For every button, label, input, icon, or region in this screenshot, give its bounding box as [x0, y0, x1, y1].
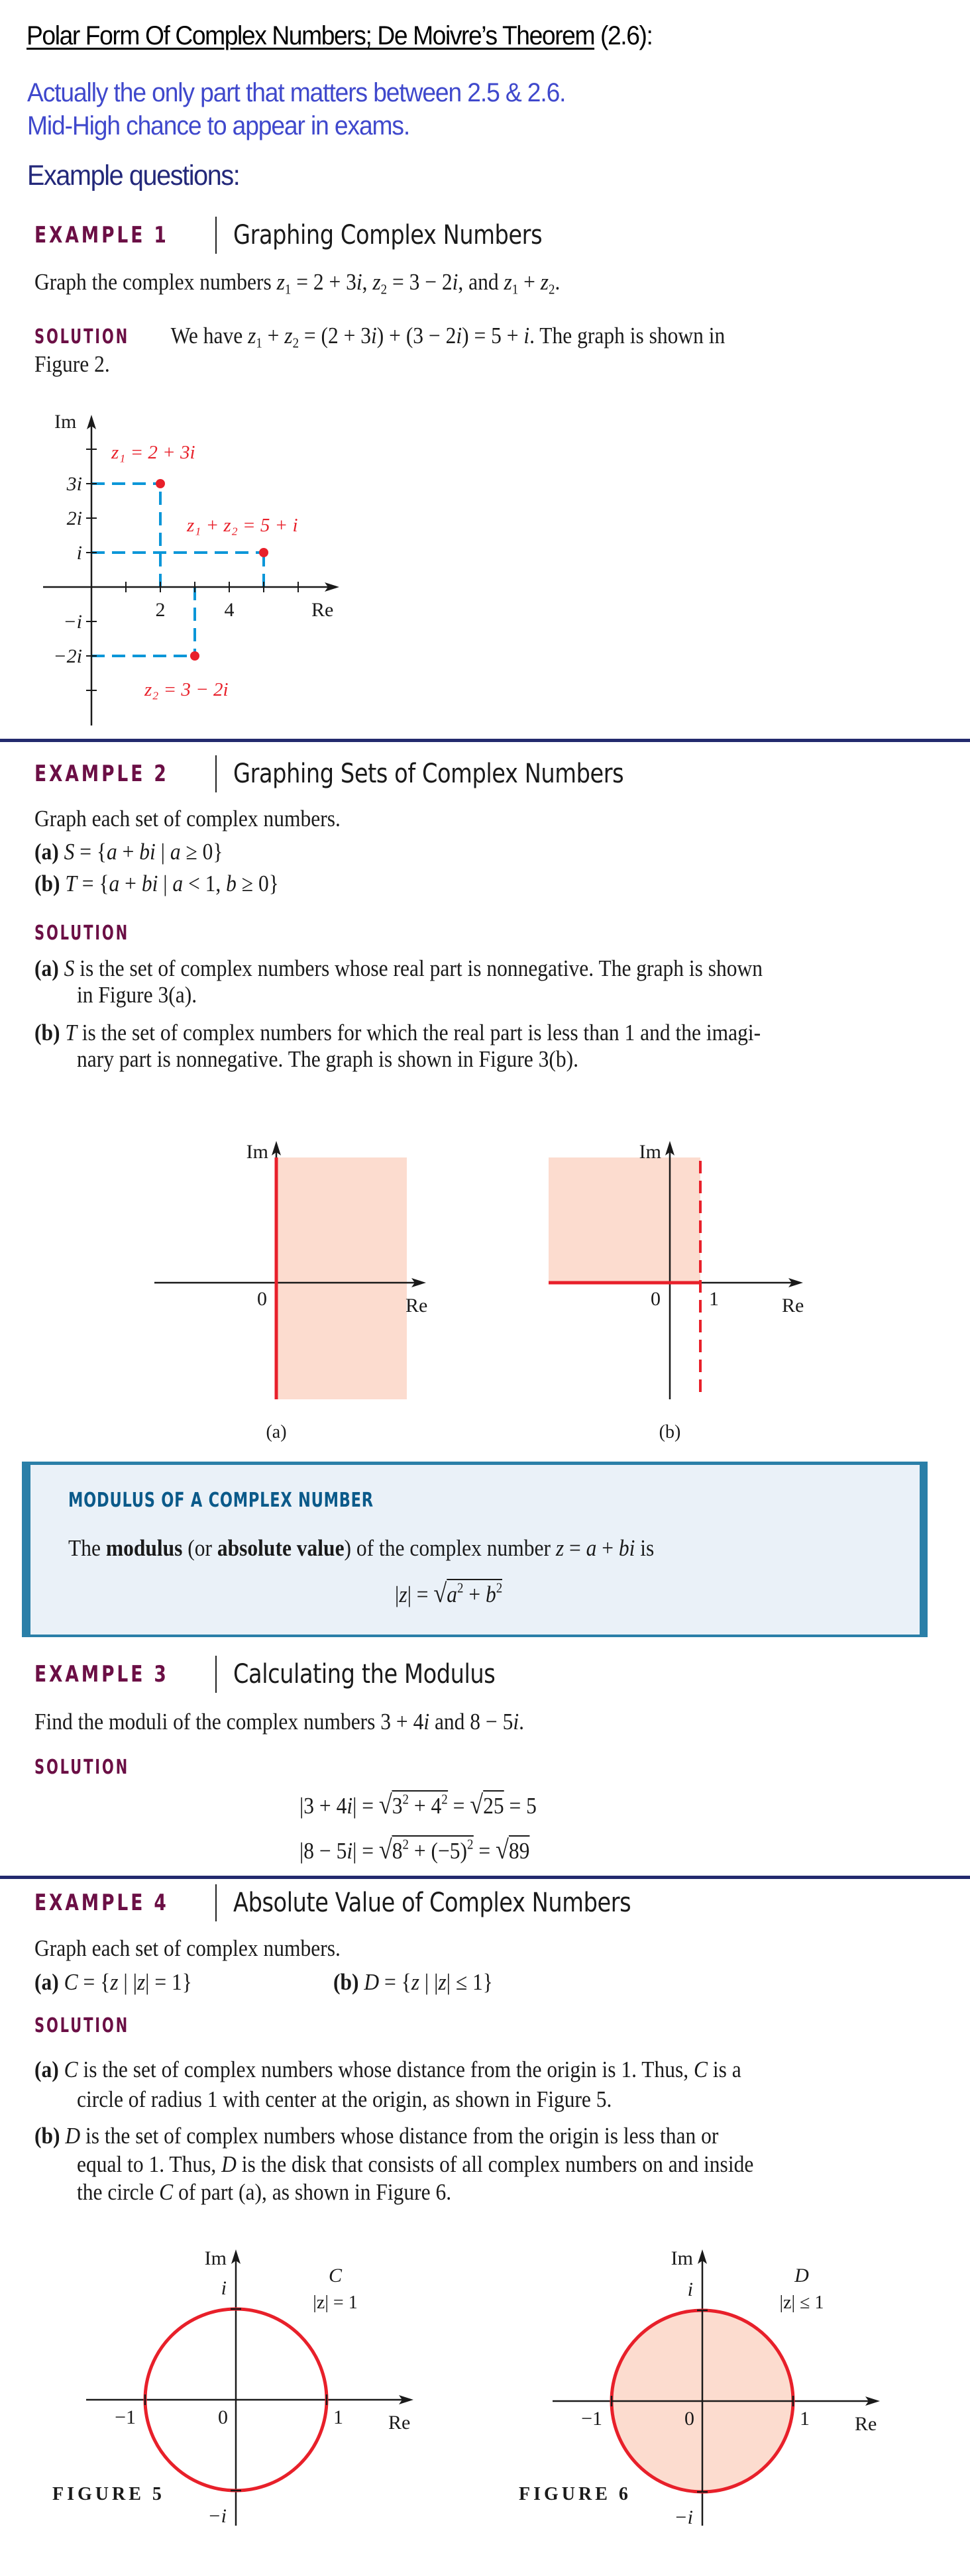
imaginary-axis-label: Im [54, 411, 77, 433]
text-segment: √ [378, 1835, 392, 1864]
figure-caption: FIGURE 5 [52, 2484, 165, 2504]
x-tick-label: 2 [155, 599, 166, 621]
text-segment: 1 [284, 281, 292, 297]
set-name-label: D [794, 2265, 809, 2286]
text-segment: z [248, 323, 256, 349]
text-segment: = 3 − 2 [387, 269, 453, 295]
text-segment: + 4 [408, 1793, 442, 1819]
text-segment: , [362, 269, 373, 295]
text-segment: = [447, 1793, 470, 1819]
example-2-solution-a-line-1 [34, 955, 763, 982]
modulus-definition-box [22, 1462, 928, 1637]
text-segment: is a [708, 2057, 741, 2082]
text-segment: z [555, 1535, 565, 1561]
text-segment: is the set of complex numbers whose distance from the origin is 1. Thus, [78, 2057, 694, 2082]
example-2-solution-b-line-1 [34, 1020, 761, 1046]
header-divider [215, 217, 217, 254]
text-segment: D [65, 2123, 81, 2149]
figure-caption: (a) [266, 1422, 287, 1442]
text-segment: z [372, 269, 381, 295]
text-segment: a [109, 871, 120, 896]
text-segment: (b) [34, 1020, 66, 1046]
imaginary-axis-label: Im [246, 1141, 268, 1163]
example-1-question [34, 269, 560, 297]
page-title-section: (2.6): [594, 21, 653, 50]
text-segment: (a) [34, 1969, 64, 1995]
example-3-equation-2 [299, 1834, 529, 1865]
example-3-label: EXAMPLE 3 [34, 1661, 169, 1688]
figure-caption: FIGURE 6 [519, 2484, 631, 2504]
origin-label: 0 [651, 1288, 661, 1310]
text-segment: . [519, 1709, 524, 1735]
example-4-title: Absolute Value of Complex Numbers [233, 1888, 631, 1918]
example-1-solution [34, 323, 725, 351]
x-tick-label: 4 [224, 599, 235, 621]
text-segment: i [423, 1709, 430, 1735]
real-axis-label: Re [855, 2413, 877, 2435]
text-segment: 2 [402, 1791, 409, 1807]
text-segment: absolute value [217, 1535, 345, 1561]
example-3-header [34, 1654, 496, 1694]
figure-caption: (b) [659, 1422, 681, 1442]
text-segment: = { [78, 1969, 111, 1995]
text-segment: i [347, 1838, 353, 1864]
text-segment: i [513, 1709, 519, 1735]
text-segment: 3 [392, 1793, 403, 1819]
origin-label: 0 [218, 2406, 228, 2428]
text-segment: circle of radius 1 with center at the origin, as shown in Figure 5. [77, 2086, 612, 2112]
text-segment: z [438, 1969, 447, 1995]
text-segment: 89 [508, 1838, 530, 1864]
text-segment: i [356, 269, 362, 295]
tick-label: 1 [709, 1288, 719, 1310]
tick-label-i: i [221, 2277, 227, 2299]
text-segment: (b) [34, 871, 66, 896]
note-line-2: Mid-High chance to appear in exams. [27, 111, 410, 140]
text-segment: 2 [496, 1580, 503, 1596]
text-segment: √ [495, 1835, 509, 1864]
text-segment: ≥ 0} [236, 871, 279, 896]
section-divider [0, 739, 970, 742]
text-segment: (a) [34, 2057, 64, 2082]
text-segment: (or [182, 1535, 217, 1561]
text-segment: S [64, 839, 75, 865]
text-segment: D [221, 2151, 237, 2177]
example-3-solution-label [34, 1753, 156, 1780]
figure-3b-graph [485, 1113, 970, 1458]
text-segment: |3 + 4 [299, 1793, 347, 1819]
text-segment: modulus [105, 1535, 183, 1561]
text-segment: is the set of complex numbers for which the real part is less than 1 and the imagi- [76, 1020, 761, 1046]
solution-label: SOLUTION [34, 2014, 130, 2037]
text-segment: C [159, 2179, 174, 2205]
tick-label-neg-one: −1 [115, 2406, 136, 2428]
text-segment: 1 [256, 335, 262, 351]
text-segment: + [596, 1535, 619, 1561]
example-4-solution-a-line-2 [77, 2086, 612, 2113]
example-2-solution-a-line-2 [77, 982, 197, 1008]
example-4-solution-b-line-2 [77, 2151, 753, 2178]
text-segment: C [64, 1969, 78, 1995]
text-segment: a [172, 871, 184, 896]
example-4-part-a [34, 1969, 192, 1996]
text-segment: √ [433, 1578, 447, 1608]
text-segment: Graph the complex numbers [34, 269, 277, 295]
example-1-solution-line-2 [34, 351, 110, 378]
text-segment: b [226, 871, 237, 896]
text-segment: | = 1} [145, 1969, 192, 1995]
tick-label-one: 1 [333, 2406, 343, 2428]
solution-label: SOLUTION [34, 1756, 130, 1779]
text-segment: a [586, 1535, 597, 1561]
imaginary-axis-label: Im [639, 1141, 661, 1163]
text-segment: is the set of complex numbers whose real part is nonnegative. The graph is shown [74, 955, 763, 981]
example-4-intro [34, 1935, 341, 1962]
text-segment: | [155, 839, 170, 865]
imaginary-axis-label: Im [671, 2247, 693, 2269]
text-segment: 2 [402, 1836, 409, 1852]
text-segment: i [347, 1793, 353, 1819]
text-segment: bi [141, 871, 158, 896]
example-4-solution-label [34, 2012, 156, 2038]
example-2-header [34, 754, 624, 794]
real-axis-label: Re [782, 1295, 804, 1316]
text-segment: + [117, 839, 140, 865]
figure-6-graph [485, 2226, 970, 2576]
figure-5-graph [0, 2226, 485, 2576]
real-axis-label: Re [388, 2412, 411, 2434]
text-segment: b [486, 1582, 496, 1607]
text-segment: √ [470, 1790, 484, 1819]
example-3-equation-1 [299, 1789, 537, 1820]
text-segment: C [694, 2057, 708, 2082]
text-segment: . [555, 269, 561, 295]
text-segment: bi [618, 1535, 635, 1561]
example-4-solution-a-line-1 [34, 2057, 741, 2083]
text-segment: + [518, 269, 541, 295]
set-condition-label: |z| ≤ 1 [779, 2292, 824, 2313]
text-segment: 2 [441, 1791, 448, 1807]
text-segment: | | [419, 1969, 439, 1995]
example-2-intro [34, 806, 341, 832]
origin-label: 0 [257, 1288, 267, 1310]
tick-label-neg-i: −i [207, 2505, 227, 2527]
y-tick-label: −2i [53, 645, 82, 667]
text-segment: z [276, 269, 285, 295]
radicand [483, 1790, 504, 1819]
tick-label-neg-one: −1 [581, 2408, 602, 2430]
text-segment: is [635, 1535, 655, 1561]
set-condition-label: |z| = 1 [313, 2292, 358, 2313]
text-segment: ) + (3 − 2 [376, 323, 457, 349]
text-segment: < 1, [183, 871, 227, 896]
data-point [190, 651, 199, 661]
text-segment: | = [352, 1838, 379, 1864]
text-segment: 25 [483, 1793, 504, 1819]
example-1-label: EXAMPLE 1 [34, 222, 169, 248]
y-tick-label: 2i [66, 508, 82, 529]
text-segment: Figure 2. [34, 351, 110, 377]
text-segment: |8 − 5 [299, 1838, 347, 1864]
example-4-solution-b-line-3 [77, 2179, 451, 2206]
origin-label: 0 [684, 2408, 694, 2430]
text-segment: = [473, 1838, 496, 1864]
shaded-region [276, 1157, 407, 1399]
text-segment: √ [378, 1790, 392, 1819]
figure-3a-graph [0, 1113, 485, 1458]
example-2-part-a [34, 839, 223, 865]
tick-label-i: i [687, 2279, 693, 2300]
tick-label-neg-i: −i [674, 2506, 693, 2528]
text-segment: of part (a), as shown in Figure 6. [173, 2179, 452, 2205]
example-2-part-b [34, 871, 279, 897]
example-1-title: Graphing Complex Numbers [233, 220, 543, 250]
imaginary-axis-label: Im [204, 2247, 227, 2269]
example-4-solution-b-line-1 [34, 2123, 718, 2149]
text-segment: 2 [467, 1836, 474, 1852]
text-segment: 2 [380, 281, 388, 297]
modulus-box-title: MODULUS OF A COMPLEX NUMBER [68, 1489, 374, 1512]
header-divider [215, 1656, 217, 1693]
note-line-1: Actually the only part that matters between 2.5 & 2.6. [27, 78, 566, 107]
solution-label: SOLUTION [34, 922, 130, 945]
text-segment: 2 [292, 335, 299, 351]
text-segment: a [447, 1582, 458, 1607]
figure-2-graph [0, 384, 398, 735]
text-segment: a [170, 839, 181, 865]
text-segment: = { [76, 871, 109, 896]
text-segment: z [284, 323, 293, 349]
text-segment: Graph each set of complex numbers. [34, 806, 341, 832]
text-segment: (b) [333, 1969, 364, 1995]
text-segment: i [371, 323, 377, 349]
text-segment: ≥ 0} [180, 839, 223, 865]
header-divider [215, 755, 217, 792]
text-segment: (a) [34, 955, 64, 981]
modulus-formula [395, 1578, 502, 1609]
radicand [509, 1835, 530, 1864]
text-segment: and 8 − 5 [429, 1709, 513, 1735]
data-point [156, 479, 165, 488]
example-4-part-b [333, 1969, 493, 1996]
example-3-question [34, 1709, 524, 1735]
y-tick-label: 3i [66, 473, 82, 495]
example-2-title: Graphing Sets of Complex Numbers [233, 759, 624, 789]
text-segment: Graph each set of complex numbers. [34, 1935, 341, 1961]
text-segment: i [452, 269, 458, 295]
example-4-header [34, 1883, 631, 1923]
text-segment: T [65, 871, 77, 896]
text-segment: , and [458, 269, 504, 295]
solution-text [171, 323, 726, 349]
text-segment: i [456, 323, 462, 349]
text-segment: The [68, 1535, 106, 1561]
point-label: z₁ + z₂ = 5 + i [187, 515, 298, 536]
radicand [392, 1835, 474, 1864]
examples-heading: Example questions: [27, 160, 240, 191]
text-segment: (b) [34, 2123, 66, 2149]
text-segment: S [64, 955, 75, 981]
shaded-region [549, 1157, 700, 1283]
set-name-label: C [328, 2265, 343, 2286]
text-segment: + [262, 323, 285, 349]
text-segment: . The graph is shown in [529, 323, 726, 349]
text-segment: + [463, 1582, 486, 1607]
text-segment: We have [170, 323, 248, 349]
example-3-title: Calculating the Modulus [233, 1659, 496, 1690]
real-axis-label: Re [311, 599, 334, 621]
radicand [392, 1790, 448, 1819]
text-segment: bi [139, 839, 156, 865]
data-point [259, 548, 268, 557]
radicand [447, 1579, 502, 1607]
example-2-label: EXAMPLE 2 [34, 761, 169, 787]
text-segment: | | [118, 1969, 137, 1995]
section-divider [0, 1876, 970, 1879]
text-segment: z [110, 1969, 119, 1995]
text-segment: the circle [77, 2179, 160, 2205]
modulus-definition-text [68, 1535, 654, 1562]
example-1-header [34, 215, 543, 255]
y-tick-label: i [76, 542, 82, 564]
text-segment: = 5 [504, 1793, 537, 1819]
text-segment: in Figure 3(a). [77, 982, 197, 1008]
text-segment: + (−5) [408, 1838, 468, 1864]
point-label: z₁ = 2 + 3i [111, 442, 195, 463]
text-segment: z [411, 1969, 420, 1995]
text-segment: = [564, 1535, 586, 1561]
text-segment: ) of the complex number [344, 1535, 556, 1561]
text-segment: is the disk that consists of all complex numbers on and inside [236, 2151, 754, 2177]
text-segment: + [119, 871, 142, 896]
text-segment: 2 [457, 1580, 464, 1596]
text-segment: is the set of complex numbers whose distance from the origin is less than or [80, 2123, 719, 2149]
header-divider [215, 1884, 217, 1921]
example-2-solution-label [34, 919, 156, 945]
page-title-main: Polar Form Of Complex Numbers; De Moivre’s Theorem [27, 21, 595, 50]
text-segment: = { [74, 839, 107, 865]
text-segment: equal to 1. Thus, [77, 2151, 222, 2177]
text-segment: T [65, 1020, 77, 1046]
y-tick-label: −i [63, 611, 82, 633]
text-segment: z [136, 1969, 146, 1995]
text-segment: ) = 5 + [462, 323, 524, 349]
real-axis-label: Re [405, 1295, 428, 1316]
example-4-label: EXAMPLE 4 [34, 1890, 169, 1916]
text-segment: | = [407, 1582, 434, 1607]
text-segment: | = [352, 1793, 379, 1819]
text-segment: C [64, 2057, 78, 2082]
text-segment: = 2 + 3 [291, 269, 356, 295]
text-segment: 2 [549, 281, 555, 297]
text-segment: Find the moduli of the complex numbers 3 + 4 [34, 1709, 424, 1735]
point-label: z₂ = 3 − 2i [144, 679, 229, 700]
text-segment: z [540, 269, 549, 295]
example-2-solution-b-line-2 [77, 1046, 578, 1073]
text-segment: nary part is nonnegative. The graph is shown in Figure 3(b). [77, 1046, 579, 1072]
text-segment: 1 [512, 281, 519, 297]
text-segment: z [399, 1582, 407, 1607]
text-segment: (a) [34, 839, 64, 865]
text-segment: z [504, 269, 512, 295]
text-segment: | [395, 1582, 400, 1607]
page-title [27, 21, 652, 51]
text-segment: | ≤ 1} [446, 1969, 493, 1995]
solution-label: SOLUTION [34, 325, 130, 349]
text-segment: = (2 + 3 [299, 323, 372, 349]
text-segment: a [106, 839, 117, 865]
text-segment: D [364, 1969, 380, 1995]
text-segment: 8 [392, 1838, 403, 1864]
tick-label-one: 1 [800, 2408, 810, 2430]
text-segment: = { [379, 1969, 411, 1995]
text-segment: i [523, 323, 530, 349]
text-segment: | [158, 871, 173, 896]
